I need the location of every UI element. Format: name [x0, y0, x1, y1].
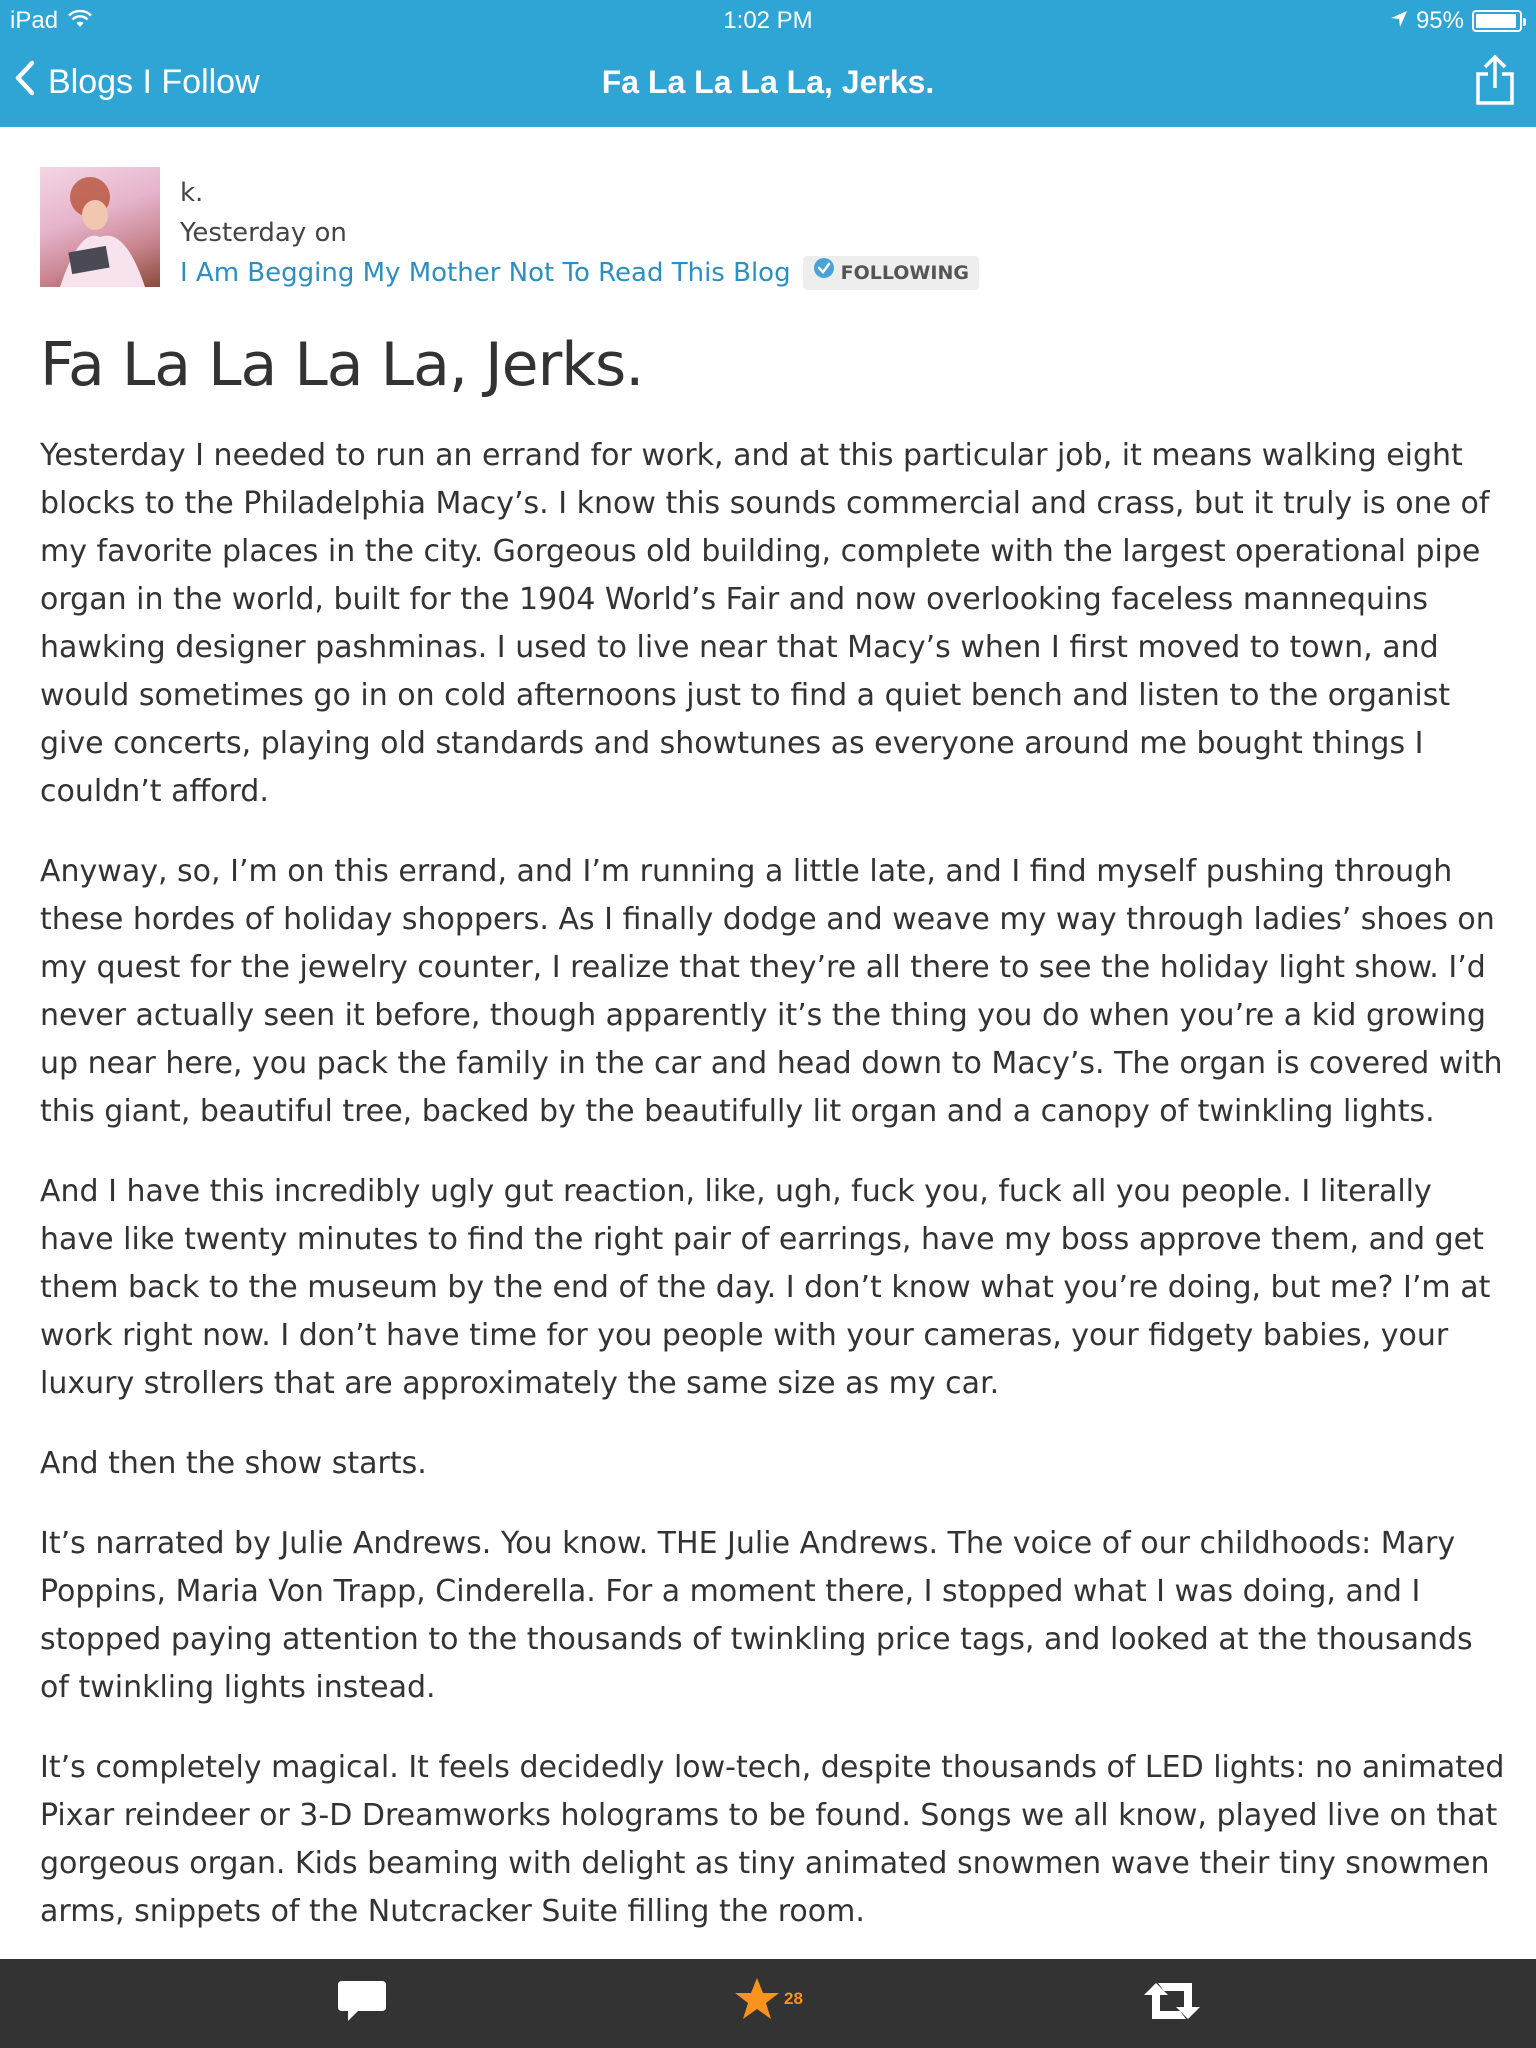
bottom-toolbar	[0, 1959, 1536, 2048]
following-label: FOLLOWING	[840, 262, 969, 284]
battery-icon	[1472, 10, 1522, 32]
article-paragraph: And I have this incredibly ugly gut reaction, like, ugh, fuck you, fuck all you people. I literally have like twenty minutes to find the right pair of earrings, have my boss approve them, and get them back to the museum by the end of the day. I don’t know what you’re doing, but me? I’m at work right now. I don’t have time for you people with your cameras, your fidgety babies, your luxury strollers that are approximately the same size as my car.	[40, 1174, 1491, 1401]
blog-link[interactable]: I Am Begging My Mother Not To Read This Blog	[180, 258, 791, 288]
article-paragraph: It’s narrated by Julie Andrews. You know. THE Julie Andrews. The voice of our childhoods: Mary Poppins, Maria Von Trapp, Cinderella. For a moment there, I stopped what I was doing, and I stopped paying attention to the thousands of twinkling price tags, and looked at the thousands of twinkling lights instead.	[40, 1526, 1473, 1705]
article-paragraph: Yesterday I needed to run an errand for work, and at this particular job, it means walking eight blocks to the Philadelphia Macy’s. I know this sounds commercial and crass, but it truly is one of my favorite places in the city. Gorgeous old building, complete with the largest operational pipe organ in the world, built for the 1904 World’s Fair and now overlooking faceless mannequins hawking designer pashminas. I used to live near that Macy’s when I first moved to town, and would sometimes go in on cold afternoons just to find a quiet bench and listen to the organist give concerts, playing old standards and showtunes as everyone around me bought things I couldn’t afford.	[40, 438, 1490, 809]
status-time: 1:02 PM	[723, 7, 813, 34]
author-meta	[180, 173, 979, 293]
share-button[interactable]	[1474, 54, 1516, 110]
following-badge[interactable]	[803, 256, 979, 290]
share-icon	[1474, 91, 1516, 110]
author-name[interactable]: k.	[180, 178, 204, 208]
article-title: Fa La La La La, Jerks.	[40, 330, 644, 400]
comment-icon	[336, 1979, 388, 2029]
article-paragraph: It’s completely magical. It feels decidedly low-tech, despite thousands of LED lights: no animated Pixar reindeer or 3-D Dreamworks holograms to be found. Songs we all know, played live on that gorgeous organ. Kids beaming with delight as tiny animated snowmen wave their tiny snowmen arms, snippets of the Nutcracker Suite filling the room.	[40, 1750, 1505, 1929]
article-body	[40, 432, 1510, 1968]
reblog-button[interactable]	[1140, 1981, 1204, 2025]
star-icon	[734, 1977, 780, 2025]
checkmark-icon	[813, 253, 835, 293]
back-button-label: Blogs I Follow	[48, 63, 260, 101]
top-bar	[0, 0, 1536, 127]
avatar[interactable]	[40, 167, 160, 287]
reblog-icon	[1140, 1981, 1204, 2025]
status-right	[1390, 7, 1522, 35]
favorite-count: 28	[784, 1989, 803, 2008]
article-paragraph: And then the show starts.	[40, 1446, 427, 1481]
post-time: Yesterday on	[180, 218, 347, 248]
device-label: iPad	[10, 7, 59, 34]
location-arrow-icon	[1390, 7, 1408, 35]
nav-bar	[0, 40, 1536, 127]
battery-percent: 95%	[1415, 7, 1464, 34]
favorite-button[interactable]	[734, 1977, 803, 2025]
blog-line	[180, 253, 979, 293]
article-paragraph: Anyway, so, I’m on this errand, and I’m running a little late, and I find myself pushing through these hordes of holiday shoppers. As I finally dodge and weave my way through ladies’ shoes on my quest for the jewelry counter, I realize that they’re all there to see the holiday light show. I’d never actually seen it before, though apparently it’s the thing you do when you’re a kid growing up near here, you pack the family in the car and head down to Macy’s. The organ is covered with this giant, beautiful tree, backed by the beautifully lit organ and a canopy of twinkling lights.	[40, 854, 1503, 1129]
nav-title: Fa La La La La, Jerks.	[601, 64, 935, 100]
status-bar	[0, 0, 1536, 40]
comment-button[interactable]	[336, 1979, 388, 2029]
author-header	[40, 167, 1500, 289]
